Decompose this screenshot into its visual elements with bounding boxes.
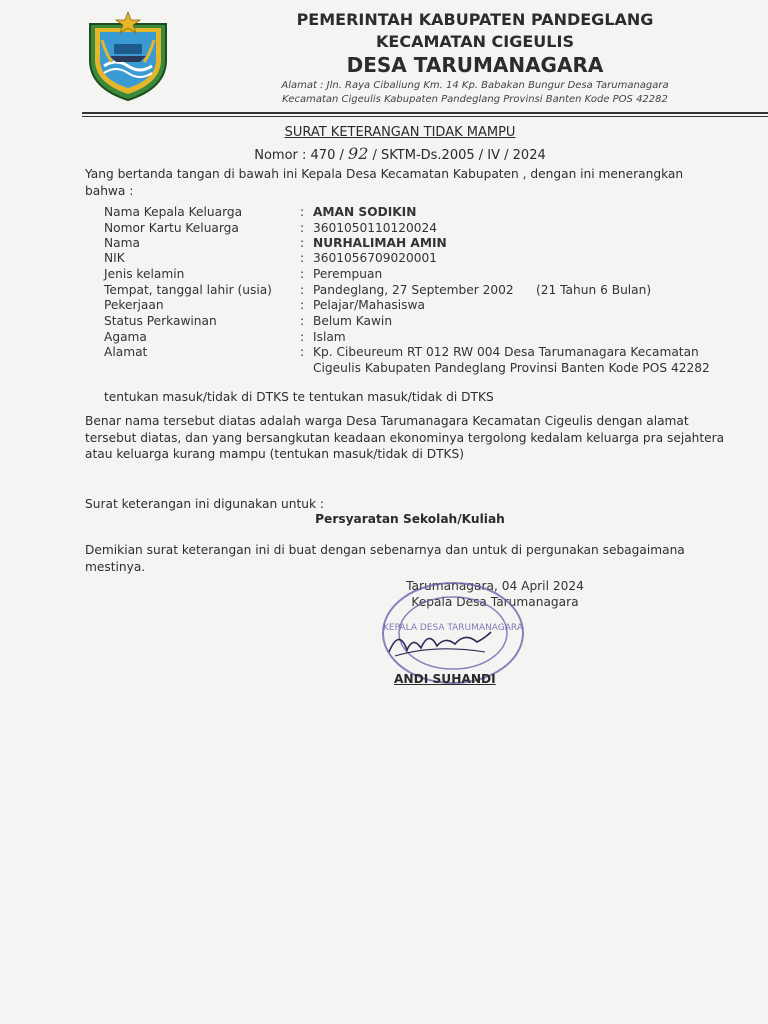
dtks-note: tentukan masuk/tidak di DTKS te tentukan masuk/tidak di DTKS (104, 390, 494, 404)
field-value: Islam (313, 330, 346, 344)
regency-emblem-logo (82, 10, 174, 102)
number-suffix: / SKTM-Ds.2005 / IV / 2024 (372, 148, 546, 163)
address-line-2: Kecamatan Cigeulis Kabupaten Pandeglang Provinsi Banten Kode POS 42282 (282, 94, 668, 105)
government-heading: PEMERINTAH KABUPATEN PANDEGLANG (296, 10, 654, 29)
field-separator: : (300, 283, 305, 297)
number-prefix: Nomor : 470 / (254, 148, 344, 163)
field-label: Nomor Kartu Keluarga (104, 221, 239, 235)
number-handwritten: 92 (348, 144, 369, 163)
field-label: Nama Kepala Keluarga (104, 205, 243, 219)
header-divider-thin (82, 116, 768, 117)
village-heading: DESA TARUMANAGARA (346, 53, 604, 77)
field-value-age: (21 Tahun 6 Bulan) (536, 283, 652, 297)
signer-name: ANDI SUHANDI (394, 672, 496, 686)
field-separator: : (300, 205, 305, 219)
field-value: Kp. Cibeureum RT 012 RW 004 Desa Tarumanagara Kecamatan Cigeulis Kabupaten Pandeglang Provinsi Banten Kode POS 42282 (313, 345, 710, 375)
purpose-intro: Surat keterangan ini digunakan untuk : (85, 497, 325, 511)
field-value: NURHALIMAH AMIN (313, 236, 447, 250)
field-separator: : (300, 314, 305, 328)
district-heading: KECAMATAN CIGEULIS (376, 32, 574, 51)
document-title: SURAT KETERANGAN TIDAK MAMPU (284, 125, 516, 140)
field-label: Nama (104, 236, 140, 250)
field-label: Pekerjaan (104, 298, 164, 312)
field-separator: : (300, 251, 305, 265)
field-label: Agama (104, 330, 147, 344)
handwritten-signature (385, 622, 495, 662)
field-value: Perempuan (313, 267, 383, 281)
stamp-text: KEPALA DESA TARUMANAGARA (383, 623, 523, 633)
field-separator: : (300, 330, 305, 344)
statement-paragraph: Benar nama tersebut diatas adalah warga Desa Tarumanagara Kecamatan Cigeulis dengan alamat tersebut diatas, dan yang bersangkutan keadaan ekonominya tergolong kedalam keluarga pra sejahtera atau keluarga kurang mampu (tentukan masuk/tidak di DTKS) (85, 414, 725, 461)
sign-position: Kepala Desa Tarumanagara (411, 595, 579, 609)
field-separator: : (300, 267, 305, 281)
intro-paragraph: Yang bertanda tangan di bawah ini Kepala Desa Kecamatan Kabupaten , dengan ini menerangkan bahwa : (85, 167, 684, 198)
field-label: Tempat, tanggal lahir (usia) (104, 283, 272, 297)
field-label: Alamat (104, 345, 148, 359)
field-value: Pelajar/Mahasiswa (313, 298, 425, 312)
field-label: Status Perkawinan (104, 314, 217, 328)
field-separator: : (300, 236, 305, 250)
field-separator: : (300, 221, 305, 235)
field-value: AMAN SODIKIN (313, 205, 417, 219)
address-line-1: Alamat : Jln. Raya Cibaliung Km. 14 Kp. Babakan Bungur Desa Tarumanagara (281, 80, 669, 91)
field-value: 3601056709020001 (313, 251, 438, 265)
field-value: Pandeglang, 27 September 2002 (313, 283, 514, 297)
field-separator: : (300, 298, 305, 312)
closing-paragraph: Demikian surat keterangan ini di buat dengan sebenarnya dan untuk di pergunakan sebagaimana mestinya. (85, 543, 685, 574)
field-label: NIK (104, 251, 125, 265)
field-separator: : (300, 345, 305, 359)
field-value: 3601050110120024 (313, 221, 438, 235)
document-number (200, 144, 600, 163)
field-value: Belum Kawin (313, 314, 393, 328)
field-label: Jenis kelamin (104, 267, 185, 281)
purpose-value: Persyaratan Sekolah/Kuliah (315, 512, 505, 526)
sign-place-date: Tarumanagara, 04 April 2024 (406, 579, 584, 593)
header-divider-thick (82, 112, 768, 114)
